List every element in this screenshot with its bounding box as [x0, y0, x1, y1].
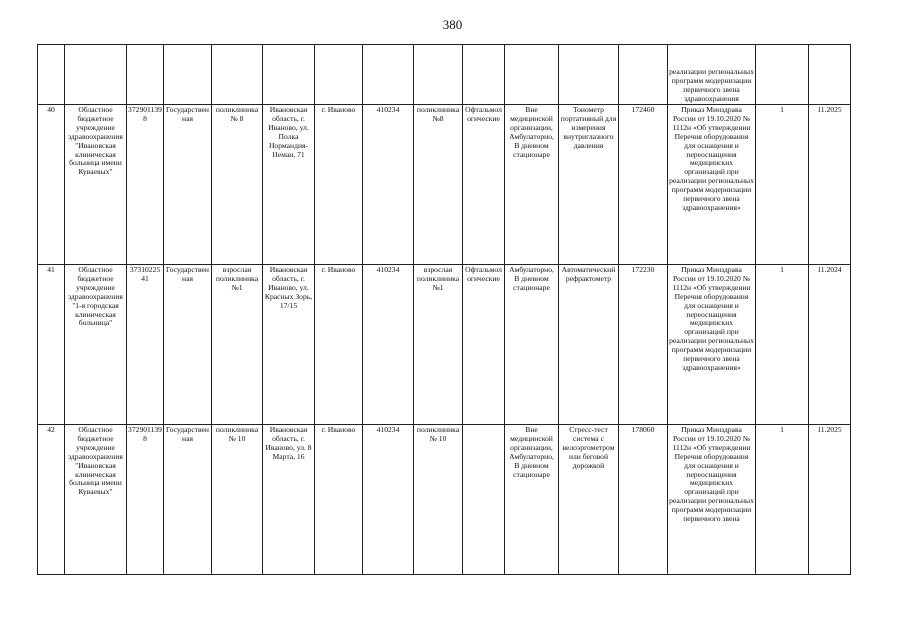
cell-row-number: 41	[38, 265, 65, 425]
cell-unit: взрослая поликлиника №1	[414, 265, 463, 425]
cell-specialty: Офтальмологические	[463, 105, 505, 265]
cell-equipment: Автоматический рефрактометр	[559, 265, 619, 425]
cell-date: 11.2025	[809, 425, 851, 575]
cell-address: Ивановская область, г. Иваново, ул. Красных Зорь, 17/15	[263, 265, 315, 425]
cell-equipment: Стресс-тест система с велоэргометром или беговой дорожкой	[559, 425, 619, 575]
cell-unit: поликлиника №8	[414, 105, 463, 265]
cell-equipment: Тонометр портативный для измерения внутриглазного давления	[559, 105, 619, 265]
cell-equipment-code: 172460	[619, 105, 668, 265]
page-number: 380	[442, 17, 463, 32]
cell-basis: Приказ Минздрава России от 19.10.2020 № 1112н «Об утверждении Перечня оборудования для оснащения и переоснащения медицинских организаций при реализации региональных программ модернизации первичного звена здравоохранения»	[668, 265, 756, 425]
cell-basis: Приказ Минздрава России от 19.10.2020 № 1112н «Об утверждении Перечня оборудования для оснащения и переоснащения медицинских организаций при реализации региональных программ модернизации первичного звена здравоохранения»	[668, 105, 756, 265]
table-row-continuation	[38, 45, 851, 105]
cell-quantity: 1	[756, 425, 809, 575]
cell-row-number: 42	[38, 425, 65, 575]
cell-inn: 3729011398	[127, 105, 164, 265]
cell-quantity: 1	[756, 105, 809, 265]
cell-division: поликлиника № 8	[212, 105, 263, 265]
cell-date: 11.2025	[809, 105, 851, 265]
cell-code: 410234	[363, 265, 414, 425]
table-row	[38, 425, 851, 575]
cell-city: г. Иваново	[315, 265, 363, 425]
cell-basis-continuation: реализации региональных программ модернизации первичного звена здравоохранения	[668, 45, 756, 105]
cell-address: Ивановская область, г. Иваново, ул. Полка Нормандия-Неман, 71	[263, 105, 315, 265]
cell-institution: Областное бюджетное учреждение здравоохранения "1-я городская клиническая больница"	[65, 265, 127, 425]
cell-city: г. Иваново	[315, 105, 363, 265]
cell-date: 11.2024	[809, 265, 851, 425]
cell-care-form: Вне медицинской организации, Амбулаторно, В дневном стационаре	[505, 425, 559, 575]
cell-inn: 3729011398	[127, 425, 164, 575]
table-row	[38, 105, 851, 265]
cell-specialty: Офтальмологические	[463, 265, 505, 425]
cell-code: 410234	[363, 105, 414, 265]
cell-quantity: 1	[756, 265, 809, 425]
cell-care-form: Вне медицинской организации, Амбулаторно, В дневном стационаре	[505, 105, 559, 265]
cell-row-number: 40	[38, 105, 65, 265]
table-row	[38, 265, 851, 425]
equipment-register-table	[37, 44, 851, 575]
cell-equipment-code: 172230	[619, 265, 668, 425]
cell-care-form: Амбулаторно, В дневном стационаре	[505, 265, 559, 425]
cell-ownership: Государственная	[164, 105, 212, 265]
cell-institution: Областное бюджетное учреждение здравоохранения "Ивановская клиническая больница имени Куваевых"	[65, 105, 127, 265]
cell-division: взрослая поликлиника №1	[212, 265, 263, 425]
cell-inn: 3731022541	[127, 265, 164, 425]
cell-city: г. Иваново	[315, 425, 363, 575]
cell-division: поликлиника № 10	[212, 425, 263, 575]
cell-ownership: Государственная	[164, 425, 212, 575]
cell-code: 410234	[363, 425, 414, 575]
cell-address: Ивановская область, г. Иваново, ул. 8 Марта, 16	[263, 425, 315, 575]
cell-specialty	[463, 425, 505, 575]
cell-ownership: Государственная	[164, 265, 212, 425]
cell-unit: поликлиника № 10	[414, 425, 463, 575]
cell-equipment-code: 178060	[619, 425, 668, 575]
cell-institution: Областное бюджетное учреждение здравоохранения "Ивановская клиническая больница имени Куваевых"	[65, 425, 127, 575]
cell-basis: Приказ Минздрава России от 19.10.2020 № 1112н «Об утверждении Перечня оборудования для оснащения и переоснащения медицинских организаций при реализации региональных программ модернизации первичного звена	[668, 425, 756, 575]
